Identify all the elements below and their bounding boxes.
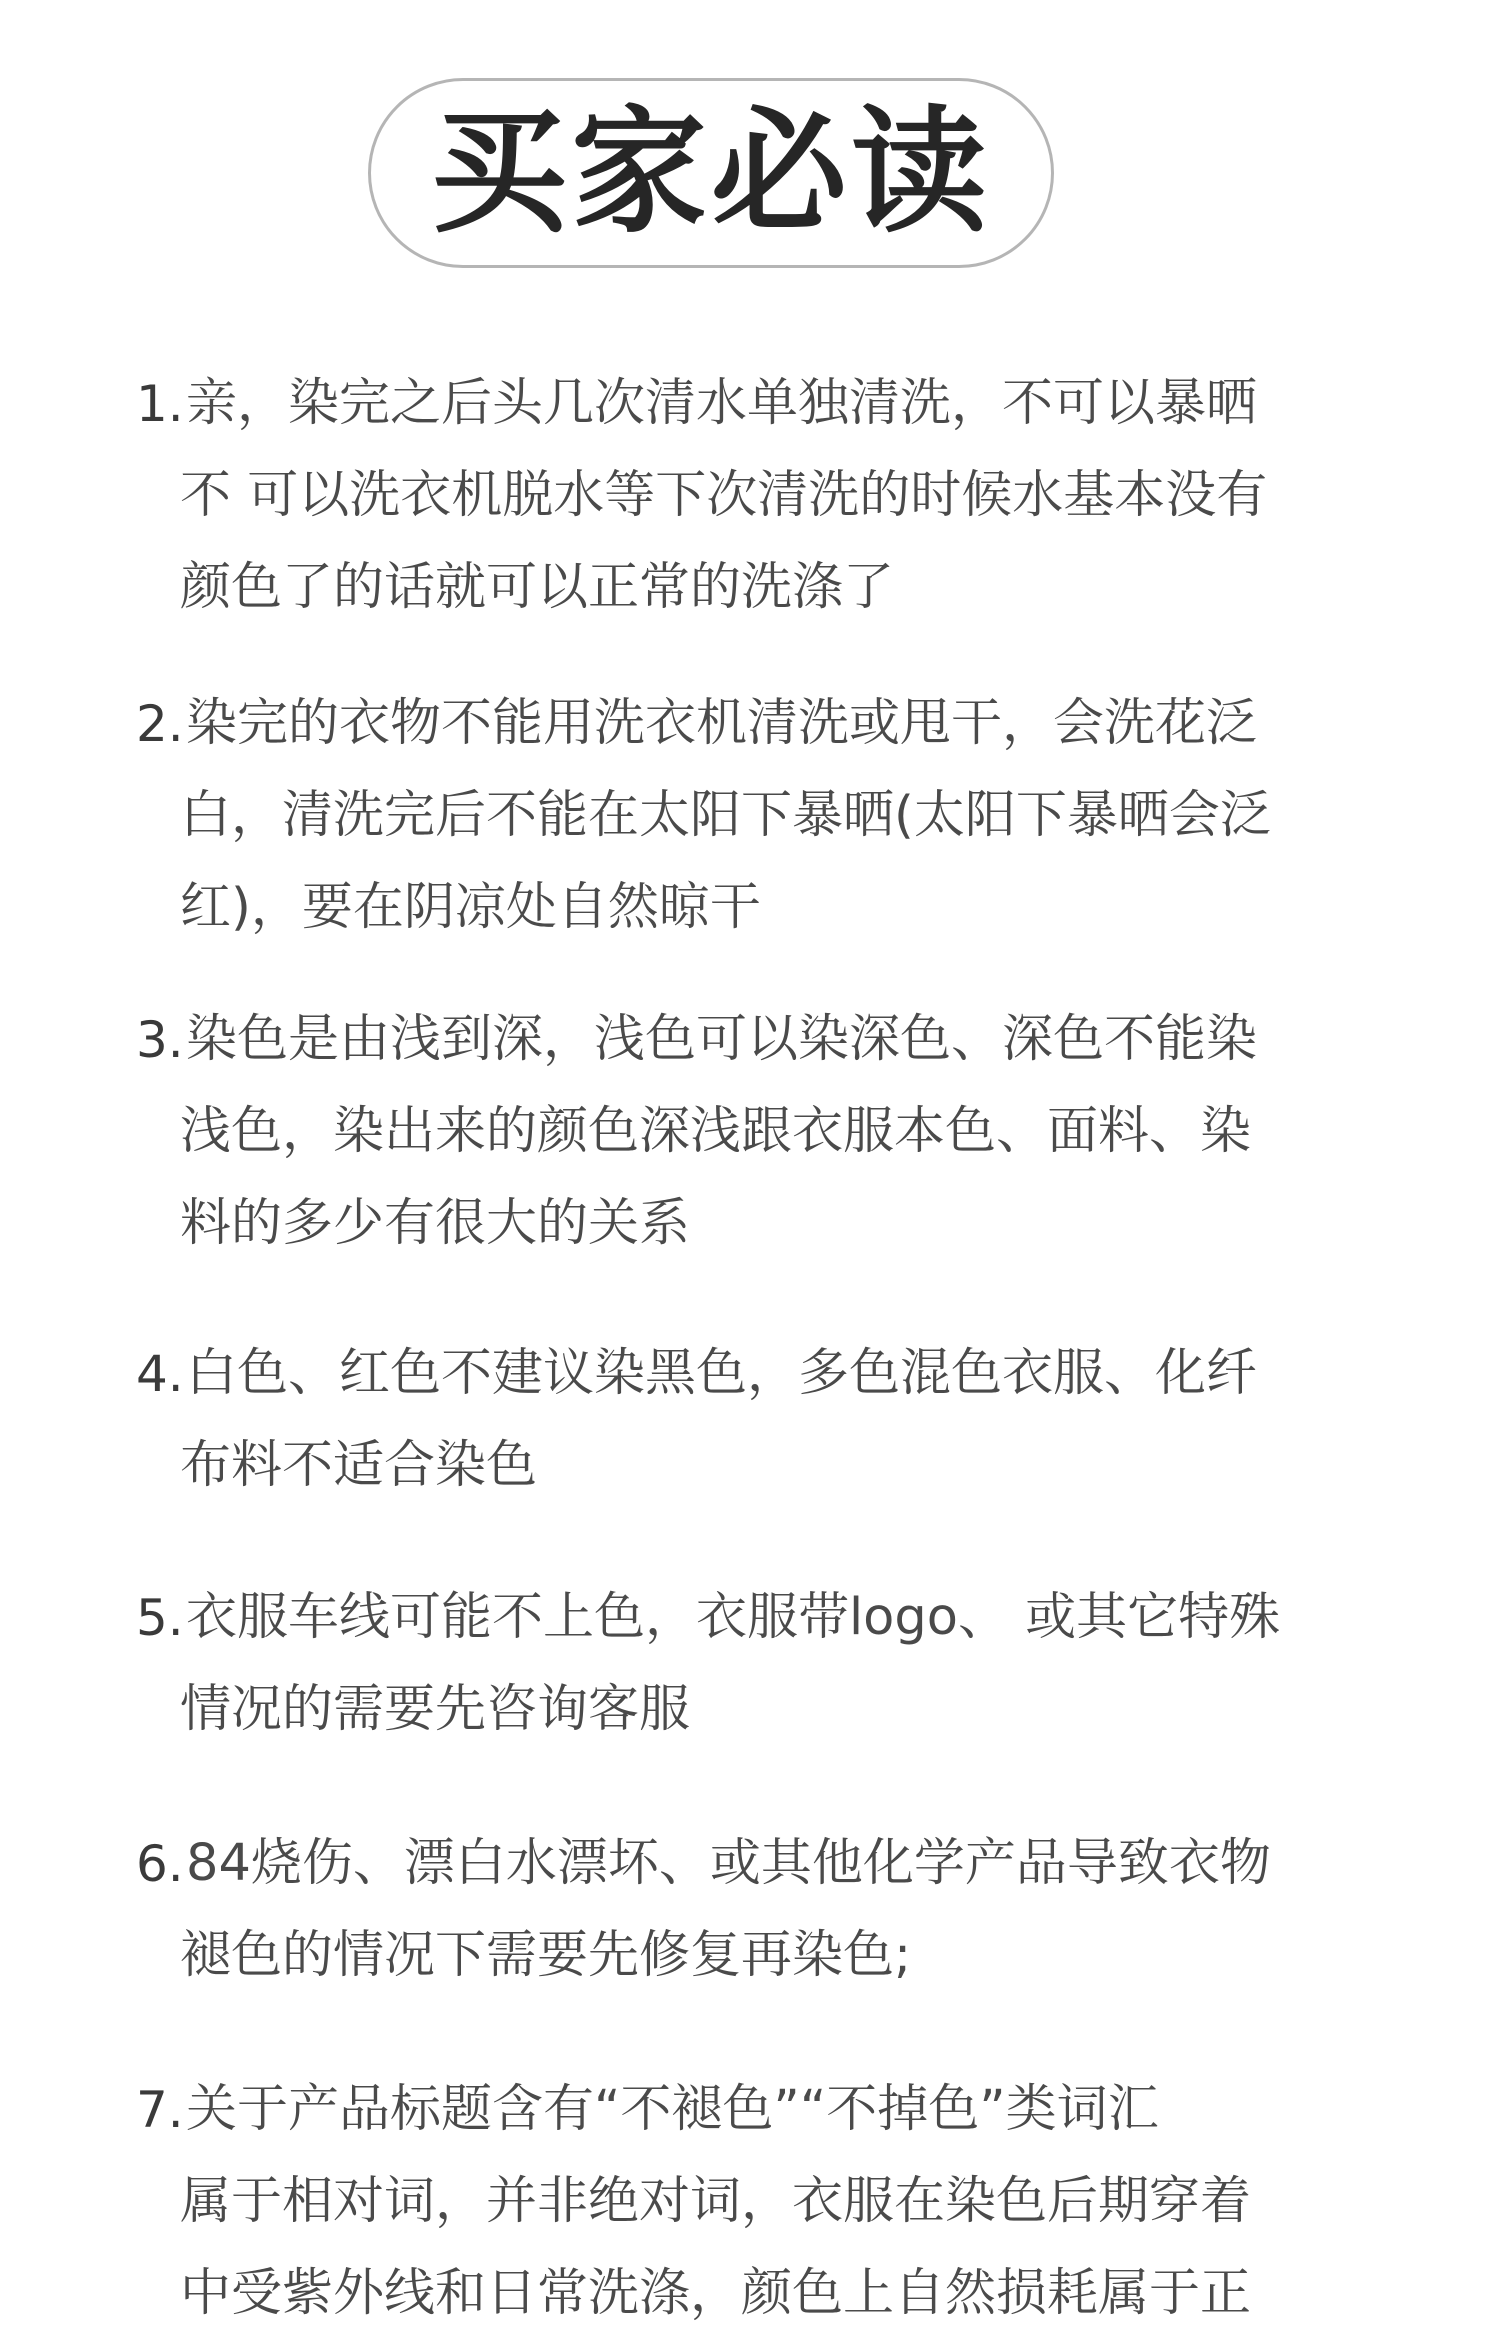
rule-text-line: 红)，要在阴凉处自然晾干 <box>180 878 761 937</box>
rule-text-line: 染色是由浅到深，浅色可以染深色、深色不能染 <box>186 1010 1258 1069</box>
rule-text-line: 中受紫外线和日常洗涤，颜色上自然损耗属于正 <box>180 2264 1252 2323</box>
rule-text-line: 染完的衣物不能用洗衣机清洗或甩干，会洗花泛 <box>186 694 1258 753</box>
rule-text-line: 属于相对词，并非绝对词，衣服在染色后期穿着 <box>180 2172 1252 2231</box>
rule-text-line: 情况的需要先咨询客服 <box>180 1680 691 1739</box>
rule-number: 2. <box>136 695 184 753</box>
rule-text-line: 白色、红色不建议染黑色，多色混色衣服、化纤 <box>186 1344 1258 1403</box>
rule-item-4 <box>136 1328 1366 1512</box>
rule-item-3 <box>136 994 1366 1270</box>
rule-text-line: 颜色了的话就可以正常的洗涤了 <box>180 558 895 617</box>
page-title: 买家必读 <box>431 94 991 252</box>
rule-item-1 <box>136 358 1366 634</box>
rule-text-line: 关于产品标题含有“不褪色”“不掉色”类词汇 <box>186 2080 1159 2139</box>
rule-number: 3. <box>136 1011 184 1069</box>
rule-text-line: 84烧伤、漂白水漂坏、或其他化学产品导致衣物 <box>186 1834 1271 1893</box>
rule-text-line: 衣服车线可能不上色，衣服带logo、 或其它特殊 <box>186 1588 1281 1647</box>
rule-item-5 <box>136 1572 1366 1756</box>
rule-text-line: 褪色的情况下需要先修复再染色; <box>180 1926 912 1985</box>
rule-text-line: 亲，染完之后头几次清水单独清洗，不可以暴晒 <box>186 374 1258 433</box>
rule-text-line: 不 可以洗衣机脱水等下次清洗的时候水基本没有 <box>180 466 1268 525</box>
rule-item-7 <box>136 2064 1366 2340</box>
rule-number: 6. <box>136 1835 184 1893</box>
rule-number: 1. <box>136 375 184 433</box>
rule-number: 5. <box>136 1589 184 1647</box>
rule-text-line: 布料不适合染色 <box>180 1436 538 1495</box>
rule-text-line: 白，清洗完后不能在太阳下暴晒(太阳下暴晒会泛 <box>180 786 1271 845</box>
rule-text-line: 料的多少有很大的关系 <box>180 1194 691 1253</box>
rule-text-line: 浅色，染出来的颜色深浅跟衣服本色、面料、染 <box>180 1102 1252 1161</box>
rule-item-2 <box>136 678 1366 954</box>
rule-item-6 <box>136 1818 1366 2002</box>
rule-number: 4. <box>136 1345 184 1403</box>
rule-number: 7. <box>136 2081 184 2139</box>
